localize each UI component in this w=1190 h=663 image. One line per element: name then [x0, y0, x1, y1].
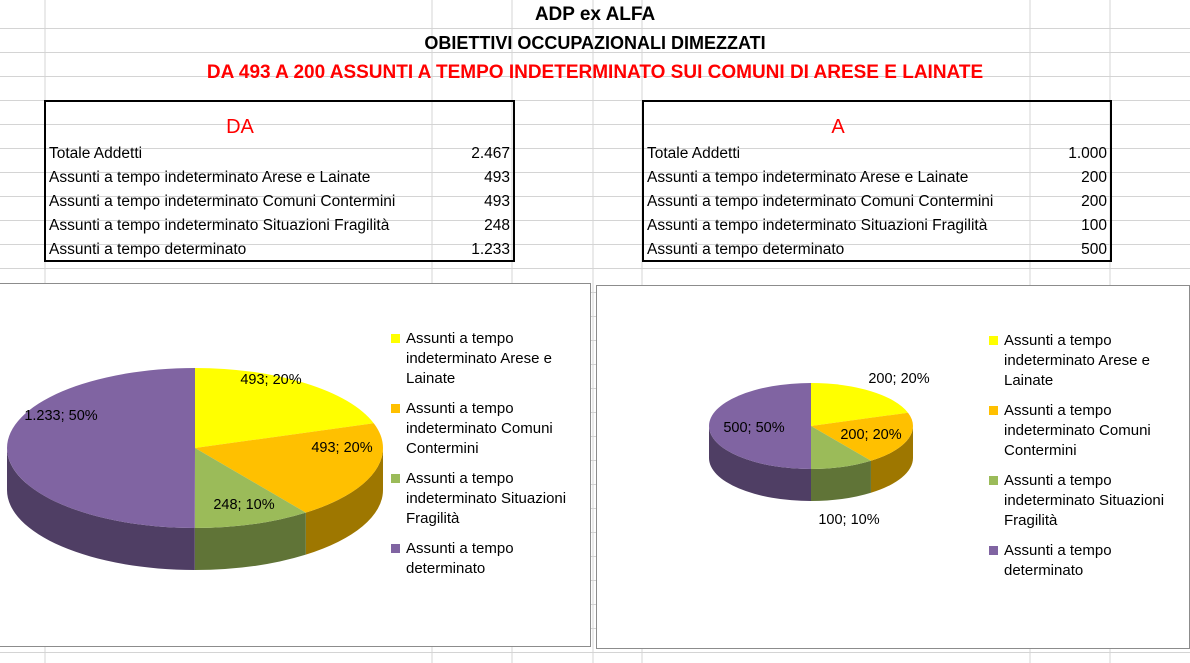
legend-item [391, 469, 586, 529]
legend-label: indeterminato Comuni [406, 420, 553, 437]
legend-label: indeterminato Situazioni [406, 490, 567, 507]
legend-label: Assunti a tempo [1004, 542, 1112, 559]
title-line-2: OBIETTIVI OCCUPAZIONALI DIMEZZATI [424, 33, 766, 53]
pie-data-label: 248; 10% [213, 497, 275, 513]
legend-label: Assunti a tempo [406, 330, 514, 347]
chart-da [0, 283, 591, 647]
legend-item [989, 331, 1184, 391]
legend-label: Assunti a tempo [406, 470, 514, 487]
legend-label: Fragilità [406, 510, 460, 527]
row-value: 500 [1081, 241, 1107, 258]
legend-swatch [391, 404, 400, 413]
pie-data-label: 200; 20% [868, 371, 930, 387]
legend-swatch [391, 334, 400, 343]
row-label: Assunti a tempo indeterminato Arese e Lainate [647, 169, 969, 186]
row-label: Assunti a tempo indeterminato Comuni Contermini [647, 193, 994, 210]
legend-item [391, 539, 586, 579]
table-row [46, 142, 513, 166]
legend-item [391, 399, 586, 459]
legend-label: Assunti a tempo [1004, 332, 1112, 349]
table-row [46, 190, 513, 214]
table-row [644, 190, 1110, 214]
pie-data-label: 200; 20% [840, 427, 902, 443]
row-label: Assunti a tempo determinato [49, 241, 247, 258]
legend-item [989, 541, 1184, 581]
pie-data-label: 1.233; 50% [24, 408, 98, 424]
legend-a [989, 331, 1184, 591]
table-row [644, 238, 1110, 262]
pie-data-label: 500; 50% [723, 420, 785, 436]
legend-item [989, 471, 1184, 531]
table-da-header: DA [226, 116, 254, 138]
legend-label: determinato [406, 560, 486, 577]
table-row [644, 214, 1110, 238]
legend-label: indeterminato Arese e [1004, 352, 1150, 369]
legend-label: Fragilità [1004, 512, 1058, 529]
row-value: 2.467 [471, 145, 510, 162]
table-row [46, 166, 513, 190]
pie-chart-a [597, 286, 987, 648]
legend-label: Assunti a tempo [1004, 402, 1112, 419]
legend-swatch [989, 406, 998, 415]
table-a [642, 100, 1112, 262]
legend-label: Assunti a tempo [406, 540, 514, 557]
legend-swatch [391, 474, 400, 483]
row-label: Totale Addetti [647, 145, 741, 162]
row-value: 493 [484, 193, 510, 210]
row-value: 200 [1081, 169, 1107, 186]
table-a-header: A [831, 116, 845, 138]
pie-data-label: 100; 10% [818, 512, 880, 528]
table-row [644, 142, 1110, 166]
table-row [46, 238, 513, 262]
legend-item [989, 401, 1184, 461]
row-value: 1.233 [471, 241, 510, 258]
pie-chart-da [0, 284, 384, 646]
legend-label: indeterminato Situazioni [1004, 492, 1165, 509]
table-da [44, 100, 515, 262]
legend-label: Contermini [406, 440, 479, 457]
legend-da [391, 329, 586, 589]
pie-data-label: 493; 20% [311, 440, 373, 456]
legend-label: indeterminato Arese e [406, 350, 552, 367]
row-label: Assunti a tempo indeterminato Situazioni Fragilità [49, 217, 390, 234]
row-label: Assunti a tempo indeterminato Situazioni Fragilità [647, 217, 988, 234]
row-value: 248 [484, 217, 510, 234]
legend-label: Assunti a tempo [406, 400, 514, 417]
legend-label: Lainate [406, 370, 456, 387]
title-line-1: ADP ex ALFA [534, 4, 656, 25]
legend-swatch [989, 336, 998, 345]
legend-item [391, 329, 586, 389]
legend-label: determinato [1004, 562, 1084, 579]
pie-data-label: 493; 20% [240, 372, 302, 388]
legend-swatch [391, 544, 400, 553]
legend-label: Assunti a tempo [1004, 472, 1112, 489]
title-line-3: DA 493 A 200 ASSUNTI A TEMPO INDETERMINATO SUI COMUNI DI ARESE E LAINATE [206, 62, 984, 83]
row-label: Totale Addetti [49, 145, 143, 162]
row-value: 100 [1081, 217, 1107, 234]
table-row [644, 166, 1110, 190]
table-row [46, 214, 513, 238]
chart-a [596, 285, 1190, 649]
legend-label: Contermini [1004, 442, 1077, 459]
legend-swatch [989, 476, 998, 485]
row-label: Assunti a tempo indeterminato Arese e Lainate [49, 169, 371, 186]
row-label: Assunti a tempo determinato [647, 241, 845, 258]
legend-label: indeterminato Comuni [1004, 422, 1151, 439]
row-value: 200 [1081, 193, 1107, 210]
row-value: 493 [484, 169, 510, 186]
row-label: Assunti a tempo indeterminato Comuni Contermini [49, 193, 396, 210]
legend-swatch [989, 546, 998, 555]
legend-label: Lainate [1004, 372, 1054, 389]
row-value: 1.000 [1068, 145, 1107, 162]
